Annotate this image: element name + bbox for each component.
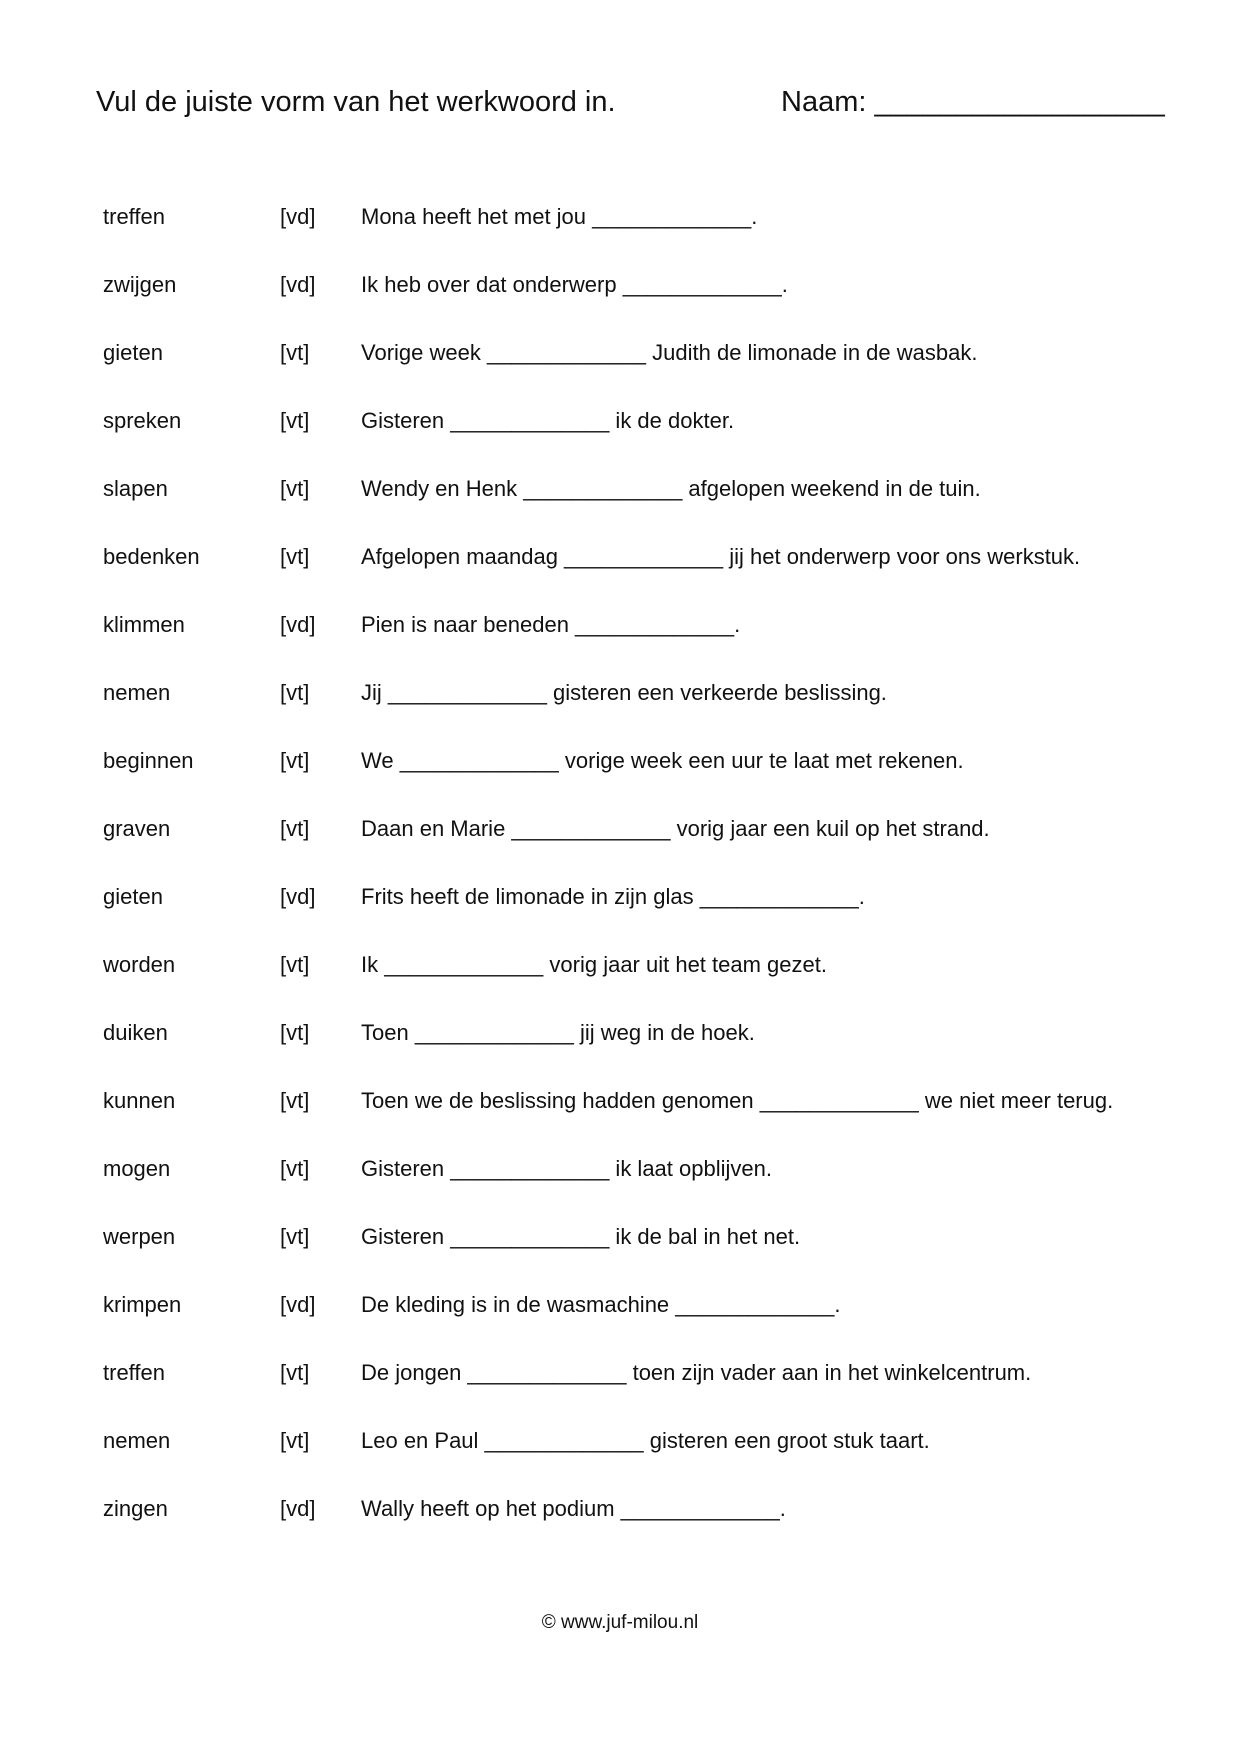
exercise-sentence: Wendy en Henk _____________ afgelopen weekend in de tuin. xyxy=(361,476,981,501)
verb-label: krimpen xyxy=(103,1292,182,1317)
tense-label: [vt] xyxy=(280,816,310,841)
exercise-row xyxy=(103,813,1163,881)
exercise-sentence: Toen we de beslissing hadden genomen _____________ we niet meer terug. xyxy=(361,1088,1114,1113)
exercise-sentence: Ik heb over dat onderwerp _____________. xyxy=(361,272,788,297)
exercise-row xyxy=(103,405,1163,473)
exercise-row xyxy=(103,473,1163,541)
verb-label: mogen xyxy=(103,1156,171,1181)
verb-label: klimmen xyxy=(103,612,185,637)
tense-label: [vt] xyxy=(280,544,310,569)
verb-label: werpen xyxy=(103,1224,176,1249)
exercise-sentence: Jij _____________ gisteren een verkeerde beslissing. xyxy=(361,680,887,705)
exercise-row xyxy=(103,1153,1163,1221)
tense-label: [vd] xyxy=(280,1292,316,1317)
tense-label: [vd] xyxy=(280,1496,316,1521)
verb-label: bedenken xyxy=(103,544,200,569)
verb-label: spreken xyxy=(103,408,182,433)
verb-label: kunnen xyxy=(103,1088,176,1113)
tense-label: [vd] xyxy=(280,884,316,909)
exercise-row xyxy=(103,677,1163,745)
exercise-row xyxy=(103,1221,1163,1289)
exercise-sentence: Ik _____________ vorig jaar uit het team gezet. xyxy=(361,952,827,977)
exercise-row xyxy=(103,1357,1163,1425)
tense-label: [vt] xyxy=(280,1428,310,1453)
tense-label: [vt] xyxy=(280,340,310,365)
exercise-row xyxy=(103,1289,1163,1357)
worksheet-header xyxy=(96,82,1165,122)
tense-label: [vt] xyxy=(280,476,310,501)
verb-label: treffen xyxy=(103,204,165,229)
worksheet-title: Vul de juiste vorm van het werkwoord in. xyxy=(96,86,616,118)
verb-label: nemen xyxy=(103,680,171,705)
exercise-sentence: Leo en Paul _____________ gisteren een groot stuk taart. xyxy=(361,1428,930,1453)
exercise-sentence: We _____________ vorige week een uur te laat met rekenen. xyxy=(361,748,964,773)
tense-label: [vt] xyxy=(280,1156,310,1181)
verb-label: gieten xyxy=(103,884,163,909)
verb-label: beginnen xyxy=(103,748,194,773)
exercise-row xyxy=(103,269,1163,337)
exercise-row xyxy=(103,609,1163,677)
tense-label: [vd] xyxy=(280,612,316,637)
exercise-row xyxy=(103,745,1163,813)
exercise-sentence: Frits heeft de limonade in zijn glas _____________. xyxy=(361,884,865,909)
exercise-sentence: Mona heeft het met jou _____________. xyxy=(361,204,758,229)
exercise-row xyxy=(103,201,1163,269)
verb-label: treffen xyxy=(103,1360,165,1385)
verb-label: duiken xyxy=(103,1020,168,1045)
exercise-list xyxy=(103,201,1163,1561)
tense-label: [vt] xyxy=(280,1360,310,1385)
exercise-row xyxy=(103,1017,1163,1085)
tense-label: [vt] xyxy=(280,408,310,433)
exercise-sentence: Gisteren _____________ ik laat opblijven. xyxy=(361,1156,772,1181)
verb-label: graven xyxy=(103,816,171,841)
tense-label: [vt] xyxy=(280,1020,310,1045)
exercise-sentence: Pien is naar beneden _____________. xyxy=(361,612,741,637)
exercise-sentence: Gisteren _____________ ik de bal in het net. xyxy=(361,1224,801,1249)
exercise-row xyxy=(103,541,1163,609)
exercise-sentence: Toen _____________ jij weg in de hoek. xyxy=(361,1020,755,1045)
exercise-sentence: Daan en Marie _____________ vorig jaar een kuil op het strand. xyxy=(361,816,990,841)
tense-label: [vt] xyxy=(280,748,310,773)
tense-label: [vd] xyxy=(280,272,316,297)
verb-label: worden xyxy=(103,952,176,977)
exercise-row xyxy=(103,1085,1163,1153)
exercise-row xyxy=(103,881,1163,949)
verb-label: gieten xyxy=(103,340,163,365)
verb-label: zwijgen xyxy=(103,272,177,297)
exercise-row xyxy=(103,337,1163,405)
exercise-row xyxy=(103,1425,1163,1493)
tense-label: [vt] xyxy=(280,952,310,977)
tense-label: [vt] xyxy=(280,680,310,705)
name-field: Naam: __________________ xyxy=(781,86,1165,118)
exercise-row xyxy=(103,949,1163,1017)
exercise-row xyxy=(103,1493,1163,1561)
copyright-footer: © www.juf-milou.nl xyxy=(541,1612,699,1633)
tense-label: [vd] xyxy=(280,204,316,229)
exercise-sentence: De jongen _____________ toen zijn vader aan in het winkelcentrum. xyxy=(361,1360,1032,1385)
verb-label: zingen xyxy=(103,1496,168,1521)
exercise-sentence: Vorige week _____________ Judith de limonade in de wasbak. xyxy=(361,340,978,365)
tense-label: [vt] xyxy=(280,1224,310,1249)
exercise-sentence: Gisteren _____________ ik de dokter. xyxy=(361,408,735,433)
exercise-sentence: Afgelopen maandag _____________ jij het onderwerp voor ons werkstuk. xyxy=(361,544,1081,569)
exercise-sentence: Wally heeft op het podium _____________. xyxy=(361,1496,786,1521)
verb-label: slapen xyxy=(103,476,168,501)
verb-label: nemen xyxy=(103,1428,171,1453)
exercise-sentence: De kleding is in de wasmachine _____________. xyxy=(361,1292,841,1317)
tense-label: [vt] xyxy=(280,1088,310,1113)
